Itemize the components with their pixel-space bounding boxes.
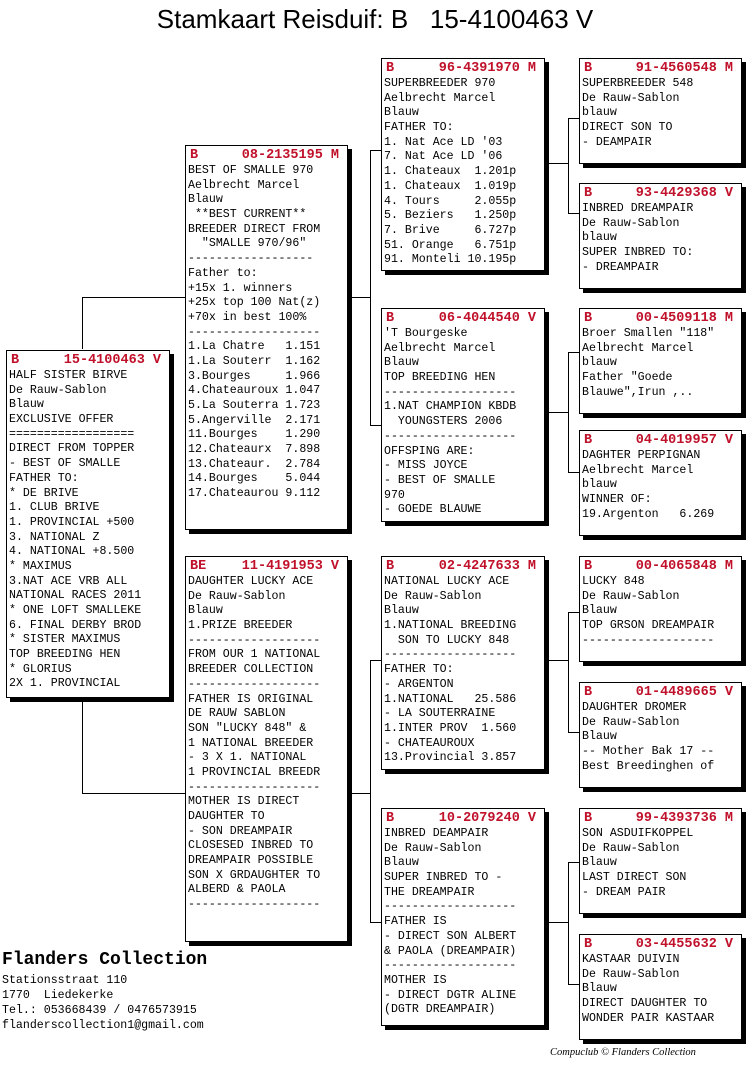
info-line: - DIRECT DGTR ALINE: [384, 988, 517, 1002]
loft-email[interactable]: flanderscollection1@gmail.com: [2, 1019, 204, 1032]
info-line: DIRECT SON TO: [582, 121, 673, 135]
info-line: -------------------: [188, 677, 321, 691]
ring-number: 99-4393736 M: [635, 811, 733, 826]
info-line: 'T Bourgeske: [384, 327, 468, 340]
info-line: SUPERBREEDER 548: [582, 77, 694, 90]
loft-name: Flanders Collection: [2, 950, 208, 970]
pigeon-info: [580, 77, 741, 150]
info-line: De Rauw-Sablon: [582, 715, 680, 729]
pigeon-info: [580, 449, 741, 522]
info-line: -- Mother Bak 17 --: [582, 745, 715, 759]
pigeon-card-mfmother: [579, 682, 742, 788]
info-line: Aelbrecht Marcel: [384, 91, 496, 105]
info-line: SON X GRDAUGHTER TO: [188, 868, 321, 882]
info-line: Blauwe",Irun ,..: [582, 385, 694, 399]
info-line: ALBERD & PAOLA: [188, 883, 286, 897]
ring-header: [382, 309, 544, 327]
info-line: DIRECT FROM TOPPER: [9, 442, 135, 456]
ring-number: 00-4065848 M: [635, 559, 733, 574]
info-line: 1. Chateaux 1.201p: [384, 165, 517, 179]
info-line: BREEDER DIRECT FROM: [188, 222, 321, 236]
connector-line: [545, 660, 568, 661]
info-line: 1 NATIONAL BREEDER: [188, 736, 314, 750]
info-line: 7. Nat Ace LD '06: [384, 150, 503, 164]
ring-number: 06-4044540 V: [438, 311, 536, 326]
info-line: blauw: [582, 106, 617, 120]
pigeon-info: [580, 953, 741, 1026]
info-line: +15x 1. winners: [188, 281, 293, 295]
info-line: - BEST OF SMALLE: [9, 457, 121, 471]
info-line: FATHER TO:: [384, 663, 454, 677]
country-code: B: [584, 811, 593, 826]
connector-line: [82, 297, 188, 298]
info-line: 1.La Chatre 1.151: [188, 340, 321, 354]
info-line: Blauw: [188, 604, 223, 618]
info-line: - GOEDE BLAUWE: [384, 503, 482, 517]
pigeon-info: [382, 77, 544, 268]
info-line: 51. Orange 6.751p: [384, 238, 517, 252]
pigeon-info: [580, 575, 741, 648]
info-line: Blauw: [384, 604, 419, 618]
info-line: Blauw: [582, 730, 617, 744]
country-code: B: [386, 311, 395, 326]
info-line: BREEDER COLLECTION: [188, 663, 314, 677]
info-line: DAUGHTER DROMER: [582, 701, 687, 714]
info-line: - DREAMPAIR: [582, 260, 659, 274]
info-line: SUPERBREEDER 970: [384, 77, 496, 90]
country-code: B: [386, 61, 395, 76]
info-line: 3.NAT ACE VRB ALL: [9, 574, 128, 588]
country-code: B: [584, 186, 593, 201]
info-line: +25x top 100 Nat(z): [188, 296, 321, 310]
country-code: B: [386, 559, 395, 574]
info-line: LUCKY 848: [582, 575, 645, 588]
info-line: De Rauw-Sablon: [384, 841, 482, 855]
info-line: De Rauw-Sablon: [9, 383, 107, 397]
pigeon-card-mmfather: [579, 808, 742, 914]
info-line: Blauw: [384, 356, 419, 370]
ring-number: 02-4247633 M: [438, 559, 536, 574]
connector-line: [545, 163, 568, 164]
connector-line: [568, 352, 569, 472]
info-line: 13.Chateaur. 2.784: [188, 457, 321, 471]
connector-line: [370, 660, 371, 922]
pigeon-card-mother-father: [381, 556, 545, 770]
ring-number: 04-4019957 V: [635, 433, 733, 448]
connector-line: [545, 412, 568, 413]
info-line: WONDER PAIR KASTAAR: [582, 1011, 715, 1025]
pigeon-info: [186, 575, 347, 913]
info-line: YOUNGSTERS 2006: [384, 415, 503, 429]
software-credit: Compuclub © Flanders Collection: [550, 1047, 696, 1058]
ring-header: [382, 809, 544, 827]
connector-line: [348, 793, 370, 794]
info-line: Father "Goede: [582, 371, 673, 385]
info-line: -------------------: [384, 900, 517, 914]
info-line: 13.Provincial 3.857: [384, 751, 517, 765]
pigeon-card-father: [185, 145, 348, 530]
country-code: B: [584, 433, 593, 448]
ring-header: [580, 809, 741, 827]
info-line: 2X 1. PROVINCIAL: [9, 677, 121, 691]
info-line: FATHER IS: [384, 915, 447, 929]
ring-header: [580, 935, 741, 953]
info-line: 1 PROVINCIAL BREEDR: [188, 765, 321, 779]
info-line: DAUGHTER LUCKY ACE: [188, 575, 314, 588]
ring-header: [580, 309, 741, 327]
pigeon-card-ffmother: [579, 183, 742, 289]
info-line: De Rauw-Sablon: [582, 841, 680, 855]
pigeon-info: [580, 701, 741, 774]
info-line: HALF SISTER BIRVE: [9, 369, 128, 382]
ring-header: [580, 184, 741, 202]
ring-header: [580, 683, 741, 701]
info-line: SON "LUCKY 848" &: [188, 721, 307, 735]
info-line: -------------------: [384, 385, 517, 399]
ring-header: [186, 146, 347, 164]
info-line: 4. Tours 2.055p: [384, 194, 517, 208]
info-line: Broer Smallen "118": [582, 327, 715, 340]
info-line: NATIONAL LUCKY ACE: [384, 575, 510, 588]
info-line: 5. Beziers 1.250p: [384, 209, 517, 223]
loft-address: Stationsstraat 110: [2, 974, 128, 987]
info-line: SON ASDUIFKOPPEL: [582, 827, 694, 840]
info-line: 6. FINAL DERBY BROD: [9, 618, 142, 632]
ring-number: 10-2079240 V: [438, 811, 536, 826]
info-line: - LA SOUTERRAINE: [384, 707, 496, 721]
info-line: - DREAM PAIR: [582, 885, 666, 899]
ring-number: 03-4455632 V: [635, 937, 733, 952]
loft-city: 1770 Liedekerke: [2, 989, 114, 1002]
info-line: blauw: [582, 356, 617, 370]
ring-header: [382, 59, 544, 77]
ring-number: 15-4100463 V: [63, 353, 161, 368]
pigeon-card-subject: [6, 350, 170, 698]
pigeon-info: [382, 827, 544, 1018]
info-line: Aelbrecht Marcel: [188, 178, 300, 192]
info-line: 1.NATIONAL 25.586: [384, 692, 517, 706]
pigeon-card-fmmother: [579, 430, 742, 536]
info-line: +70x in best 100%: [188, 310, 307, 324]
info-line: NATIONAL RACES 2011: [9, 589, 142, 603]
info-line: Blauw: [582, 604, 617, 618]
info-line: FATHER TO:: [384, 121, 454, 135]
info-line: -------------------: [384, 429, 517, 443]
info-line: SUPER INBRED TO:: [582, 246, 694, 260]
info-line: 7. Brive 6.727p: [384, 223, 517, 237]
loft-phone: Tel.: 053668439 / 0476573915: [2, 1004, 197, 1017]
info-line: - MISS JOYCE: [384, 459, 468, 473]
info-line: OFFSPING ARE:: [384, 444, 475, 458]
info-line: 4.Chateauroux 1.047: [188, 384, 321, 398]
ring-number: 00-4509118 M: [635, 311, 733, 326]
info-line: ==================: [9, 427, 135, 441]
info-line: 1. PROVINCIAL +500: [9, 515, 135, 529]
country-code: B: [584, 61, 593, 76]
info-line: BEST OF SMALLE 970: [188, 164, 314, 177]
info-line: 1. CLUB BRIVE: [9, 501, 100, 515]
info-line: 17.Chateaurou 9.112: [188, 487, 321, 501]
country-code: B: [584, 937, 593, 952]
info-line: - SON DREAMPAIR: [188, 824, 293, 838]
page-title: Stamkaart Reisduif: B 15-4100463 V: [156, 4, 594, 34]
info-line: Aelbrecht Marcel: [384, 341, 496, 355]
info-line: De Rauw-Sablon: [582, 967, 680, 981]
info-line: 12.Chateaurx 7.898: [188, 443, 321, 457]
info-line: LAST DIRECT SON: [582, 871, 687, 885]
ring-number: 96-4391970 M: [438, 61, 536, 76]
info-line: - DIRECT SON ALBERT: [384, 929, 517, 943]
ring-number: 91-4560548 M: [635, 61, 733, 76]
connector-line: [568, 862, 569, 984]
info-line: FROM OUR 1 NATIONAL: [188, 648, 321, 662]
ring-number: 93-4429368 V: [635, 186, 733, 201]
country-code: B: [190, 148, 199, 163]
pigeon-info: [580, 202, 741, 275]
info-line: De Rauw-Sablon: [582, 91, 680, 105]
ring-number: 01-4489665 V: [635, 685, 733, 700]
country-code: BE: [190, 559, 207, 574]
info-line: - CHATEAUROUX: [384, 736, 475, 750]
info-line: Blauw: [582, 982, 617, 996]
pigeon-info: [382, 575, 544, 766]
pigeon-card-father-mother: [381, 308, 545, 522]
info-line: Father to:: [188, 266, 258, 280]
info-line: -------------------: [188, 780, 321, 794]
connector-line: [82, 297, 83, 349]
info-line: -------------------: [188, 325, 321, 339]
info-line: TOP BREEDING HEN: [384, 371, 496, 385]
info-line: Blauw: [188, 193, 223, 207]
info-line: Blauw: [384, 106, 419, 120]
ring-header: [580, 431, 741, 449]
info-line: - DEAMPAIR: [582, 135, 652, 149]
info-line: 1.PRIZE BREEDER: [188, 619, 293, 633]
info-line: INBRED DEAMPAIR: [384, 827, 489, 840]
info-line: -------------------: [384, 648, 517, 662]
info-line: (DGTR DREAMPAIR): [384, 1003, 496, 1017]
ring-number: 11-4191953 V: [241, 559, 339, 574]
pigeon-info: [186, 164, 347, 502]
info-line: KASTAAR DUIVIN: [582, 953, 680, 966]
country-code: B: [584, 311, 593, 326]
info-line: FATHER IS ORIGINAL: [188, 692, 314, 706]
info-line: DIRECT DAUGHTER TO: [582, 997, 708, 1011]
info-line: * ONE LOFT SMALLEKE: [9, 604, 142, 617]
connector-line: [82, 793, 188, 794]
info-line: 5.La Souterra 1.723: [188, 399, 321, 412]
info-line: Blauw: [9, 398, 44, 412]
info-line: 1.La Souterr 1.162: [188, 354, 321, 368]
pigeon-info: [580, 327, 741, 400]
info-line: 1.NATIONAL BREEDING: [384, 619, 517, 633]
pigeon-card-mffather: [579, 556, 742, 662]
info-line: - ARGENTON: [384, 677, 454, 691]
pigeon-info: [7, 369, 169, 692]
info-line: FATHER TO:: [9, 471, 79, 485]
country-code: B: [584, 559, 593, 574]
info-line: Best Breedinghen of: [582, 759, 715, 773]
info-line: CLOSESED INBRED TO: [188, 839, 314, 853]
info-line: 4. NATIONAL +8.500: [9, 545, 135, 559]
info-line: DAGHTER PERPIGNAN: [582, 449, 701, 462]
info-line: 91. Monteli 10.195p: [384, 253, 517, 267]
ring-header: [580, 59, 741, 77]
ring-header: [382, 557, 544, 575]
info-line: **BEST CURRENT**: [188, 208, 307, 222]
connector-line: [370, 150, 371, 425]
pigeon-card-ffather: [579, 58, 742, 164]
pigeon-info: [382, 327, 544, 518]
ring-header: [7, 351, 169, 369]
ring-header: [186, 557, 347, 575]
info-line: 1. Nat Ace LD '03: [384, 135, 503, 149]
info-line: WINNER OF:: [582, 493, 652, 507]
info-line: SUPER INBRED TO -: [384, 871, 503, 885]
connector-line: [82, 697, 83, 794]
pigeon-info: [580, 827, 741, 900]
info-line: De Rauw-Sablon: [582, 589, 680, 603]
info-line: -------------------: [188, 898, 321, 912]
info-line: - BEST OF SMALLE: [384, 473, 496, 487]
country-code: B: [11, 353, 20, 368]
info-line: De Rauw-Sablon: [582, 216, 680, 230]
info-line: blauw: [582, 478, 617, 492]
pigeon-card-mmmother: [579, 934, 742, 1040]
info-line: 14.Bourges 5.044: [188, 472, 321, 486]
info-line: ------------------: [188, 252, 314, 266]
info-line: blauw: [582, 231, 617, 245]
info-line: * MAXIMUS: [9, 559, 72, 573]
info-line: 11.Bourges 1.290: [188, 428, 321, 442]
info-line: 1.INTER PROV 1.560: [384, 721, 517, 735]
info-line: INBRED DREAMPAIR: [582, 202, 694, 215]
info-line: THE DREAMPAIR: [384, 885, 475, 899]
info-line: * DE BRIVE: [9, 486, 79, 500]
info-line: 1.NAT CHAMPION KBDB: [384, 400, 517, 414]
connector-line: [545, 922, 568, 923]
info-line: * SISTER MAXIMUS: [9, 633, 121, 647]
info-line: * GLORIUS: [9, 662, 72, 676]
info-line: - 3 X 1. NATIONAL: [188, 751, 307, 765]
connector-line: [568, 612, 569, 732]
info-line: 1. Chateaux 1.019p: [384, 179, 517, 193]
info-line: 970: [384, 488, 405, 502]
country-code: B: [584, 685, 593, 700]
info-line: Aelbrecht Marcel: [582, 341, 694, 355]
ring-number: 08-2135195 M: [241, 148, 339, 163]
info-line: DREAMPAIR POSSIBLE: [188, 854, 314, 868]
info-line: TOP BREEDING HEN: [9, 648, 121, 662]
info-line: Aelbrecht Marcel: [582, 463, 694, 477]
info-line: & PAOLA (DREAMPAIR): [384, 944, 517, 958]
info-line: De Rauw-Sablon: [188, 589, 286, 603]
info-line: 3. NATIONAL Z: [9, 530, 100, 544]
info-line: -------------------: [582, 633, 715, 647]
info-line: EXCLUSIVE OFFER: [9, 413, 114, 427]
info-line: MOTHER IS: [384, 973, 447, 987]
info-line: DE RAUW SABLON: [188, 707, 286, 721]
info-line: Blauw: [582, 856, 617, 870]
connector-line: [568, 118, 569, 213]
country-code: B: [386, 811, 395, 826]
info-line: 3.Bourges 1.966: [188, 369, 321, 383]
ring-header: [580, 557, 741, 575]
info-line: -------------------: [188, 633, 321, 647]
info-line: DAUGHTER TO: [188, 810, 265, 823]
info-line: 5.Angerville 2.171: [188, 413, 321, 427]
info-line: TOP GRSON DREAMPAIR: [582, 619, 715, 633]
info-line: "SMALLE 970/96": [188, 237, 307, 251]
info-line: 19.Argenton 6.269: [582, 507, 715, 521]
info-line: SON TO LUCKY 848: [384, 633, 510, 647]
info-line: Blauw: [384, 856, 419, 870]
info-line: De Rauw-Sablon: [384, 589, 482, 603]
info-line: -------------------: [384, 959, 517, 973]
pigeon-card-mother-mother: [381, 808, 545, 1026]
pigeon-card-father-father: [381, 58, 545, 271]
info-line: MOTHER IS DIRECT: [188, 795, 300, 809]
connector-line: [348, 297, 370, 298]
pigeon-card-mother: [185, 556, 348, 942]
pigeon-card-fmfather: [579, 308, 742, 414]
